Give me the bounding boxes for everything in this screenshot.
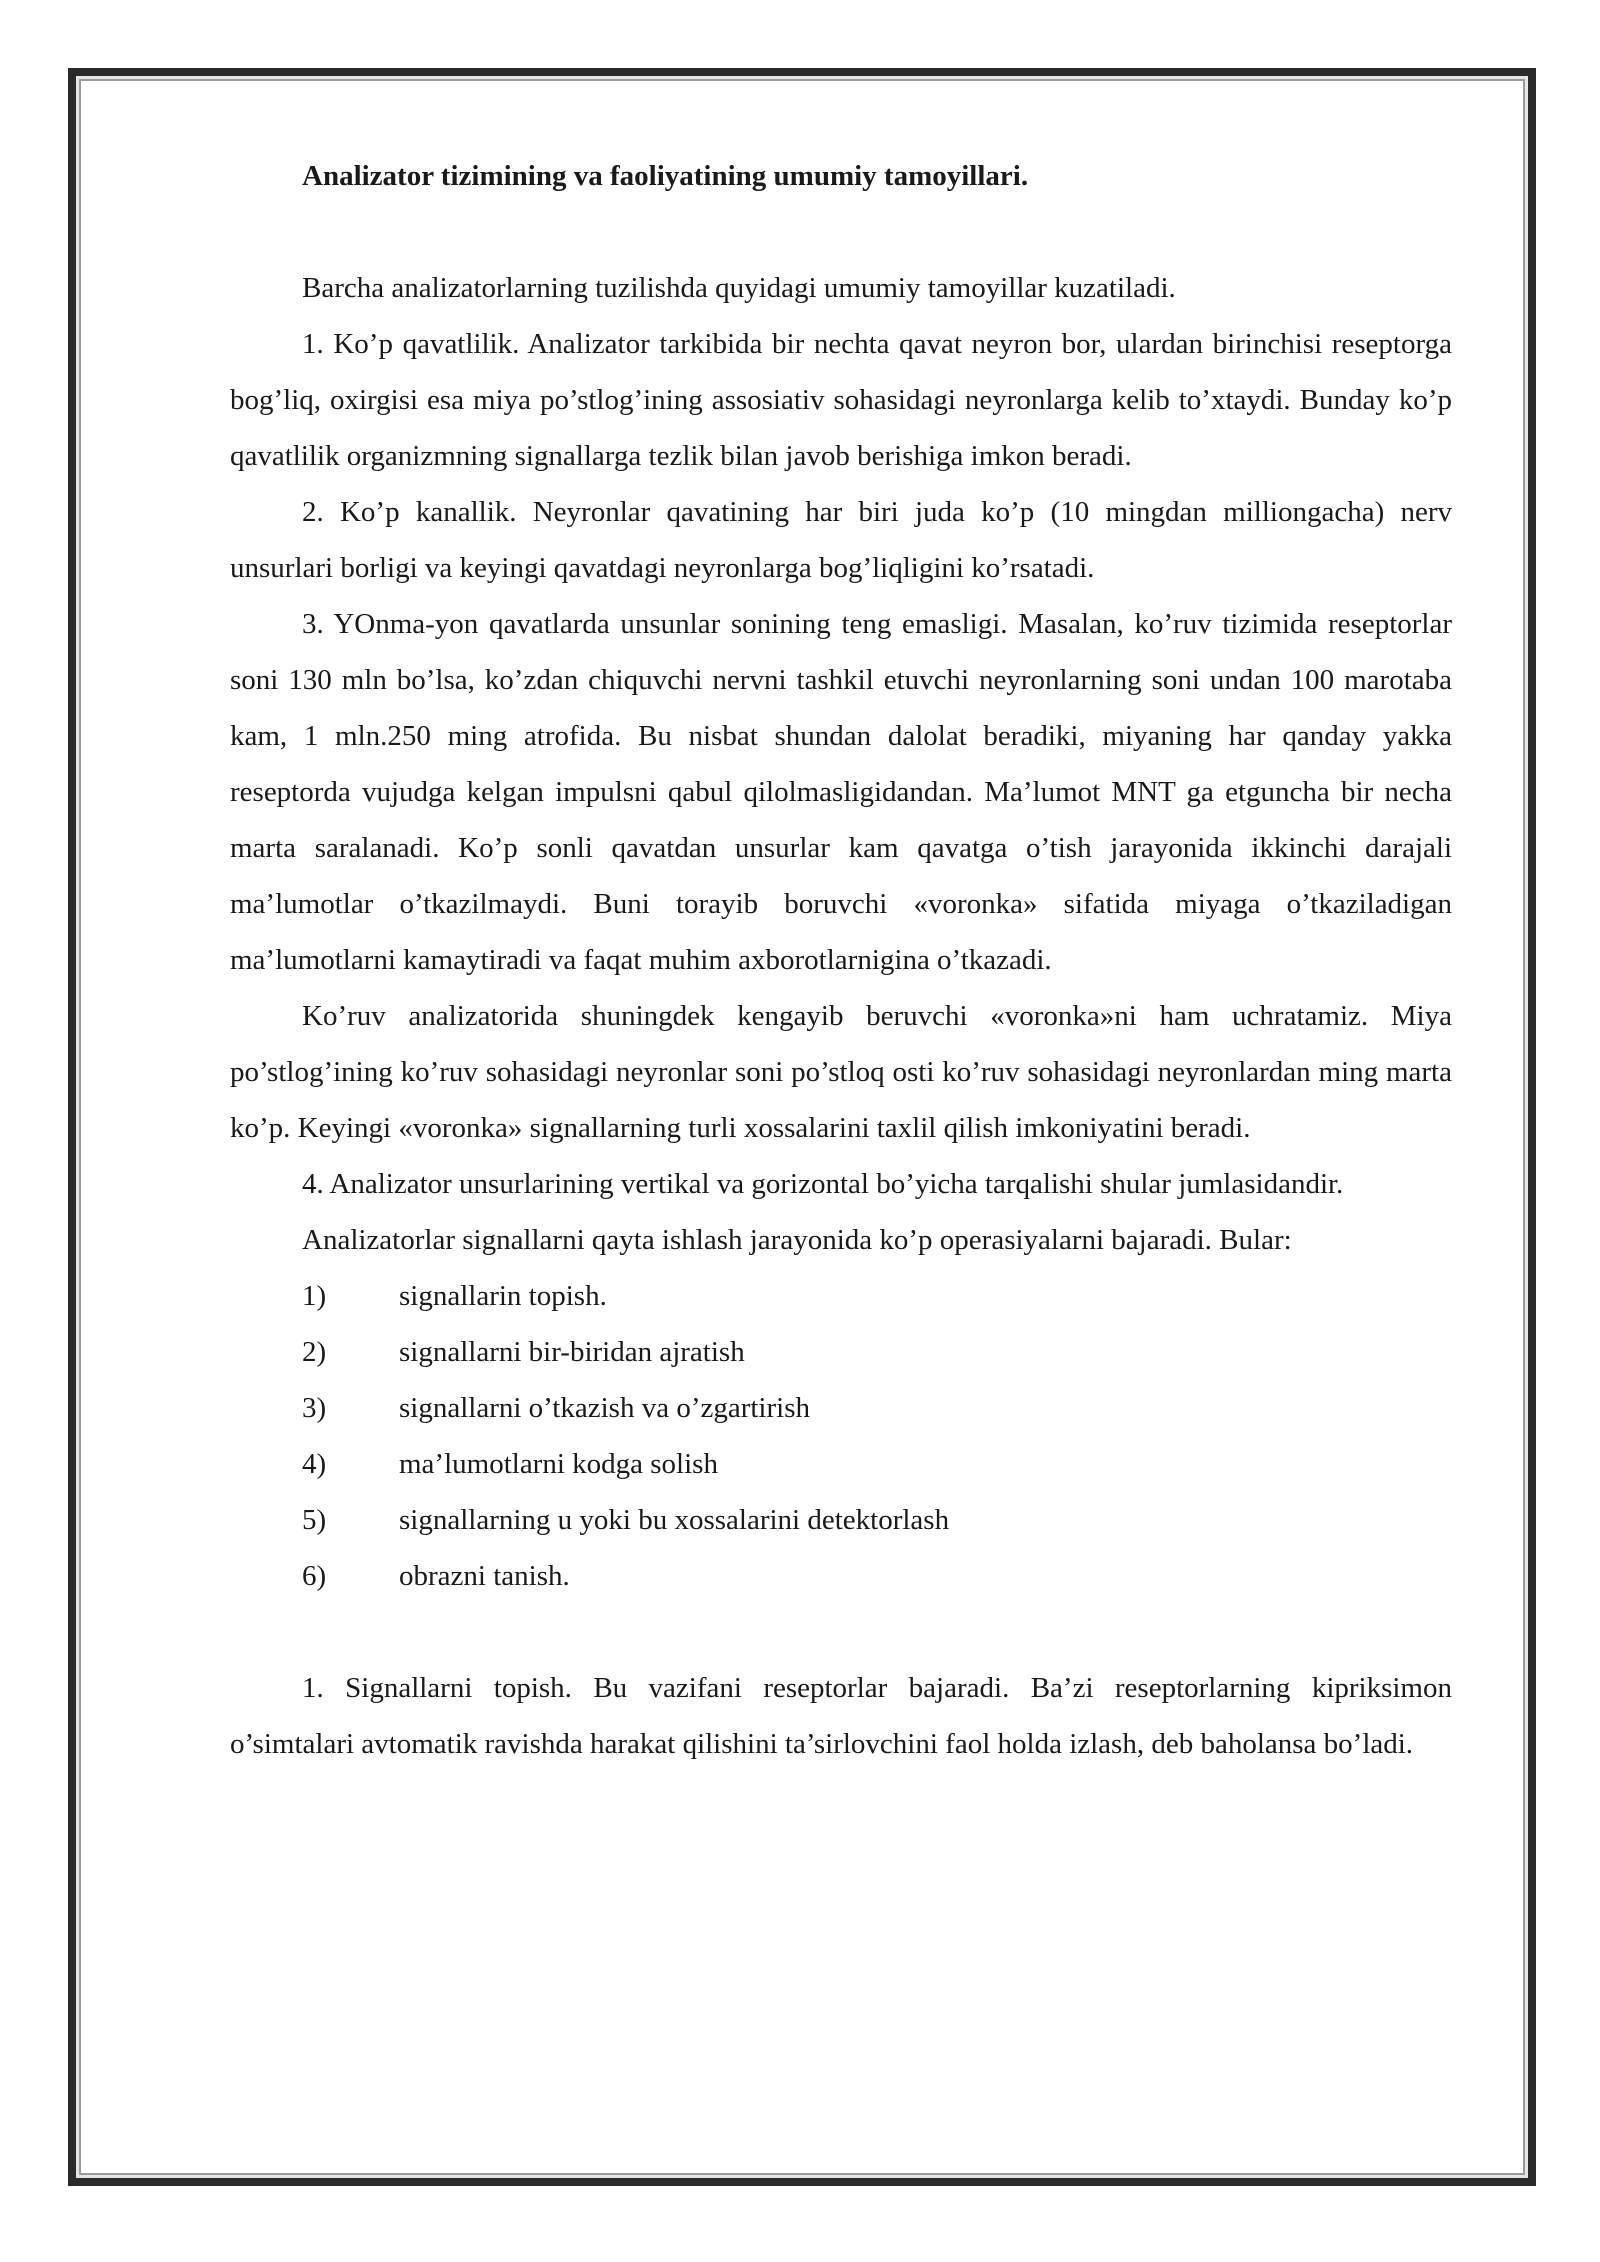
list-item [230, 1324, 1452, 1380]
operations-list [230, 1268, 1452, 1604]
list-item-number: 1) [302, 1280, 327, 1312]
paragraph-unequal-layers: 3. YOnma-yon qavatlarda unsunlar sonining teng emasligi. Masalan, ko’ruv tizimida reseptorlar soni 130 mln bo’lsa, ko’zdan chiquvchi nervni tashkil etuvchi neyronlarning soni undan 100 marotaba kam, 1 mln.250 ming atrofida. Bu nisbat shundan dalolat beradiki, miyaning har qanday yakka reseptorda vujudga kelgan impulsni qabul qilolmasligidandan. Ma’lumot MNT ga etguncha bir necha marta saralanadi. Ko’p sonli qavatdan unsurlar kam qavatga o’tish jarayonida ikkinchi darajali ma’lumotlar o’tkazilmaydi. Buni torayib boruvchi «voronka» sifatida miyaga o’tkaziladigan ma’lumotlarni kamaytiradi va faqat muhim axborotlarnigina o’tkazadi. [230, 608, 1452, 976]
list-item-number: 5) [302, 1504, 327, 1536]
list-item [230, 1380, 1452, 1436]
list-item-number: 2) [302, 1336, 327, 1368]
list-item-number: 6) [302, 1560, 327, 1592]
paragraph-multichannel: 2. Ko’p kanallik. Neyronlar qavatining har biri juda ko’p (10 mingdan milliongacha) nerv unsurlari borligi va keyingi qavatdagi neyronlarga bog’liqligini ko’rsatadi. [230, 496, 1452, 584]
paragraph-multilayer: 1. Ko’p qavatlilik. Analizator tarkibida bir nechta qavat neyron bor, ulardan birinchisi reseptorga bog’liq, oxirgisi esa miya po’stlog’ining assosiativ sohasidagi neyronlarga kelib to’xtaydi. Bunday ko’p qavatlilik organizmning signallarga tezlik bilan javob berishiga imkon beradi. [230, 328, 1452, 472]
list-item-text: obrazni tanish. [399, 1560, 570, 1592]
list-item [230, 1492, 1452, 1548]
intro-paragraph: Barcha analizatorlarning tuzilishda quyidagi umumiy tamoyillar kuzatiladi. [302, 272, 1176, 304]
list-item [230, 1436, 1452, 1492]
list-item [230, 1548, 1452, 1604]
list-item-number: 3) [302, 1392, 327, 1424]
list-item-text: ma’lumotlarni kodga solish [399, 1448, 718, 1480]
list-item-number: 4) [302, 1448, 327, 1480]
list-item-text: signallarni bir-biridan ajratish [399, 1336, 745, 1368]
paragraph-expanding-funnel: Ko’ruv analizatorida shuningdek kengayib beruvchi «voronka»ni ham uchratamiz. Miya po’stlog’ining ko’ruv sohasidagi neyronlar soni po’stloq osti ko’ruv sohasidagi neyronlardan ming marta ko’p. Keyingi «voronka» signallarning turli xossalarini taxlil qilish imkoniyatini beradi. [230, 1000, 1452, 1144]
paragraph-vertical-horizontal: 4. Analizator unsurlarining vertikal va gorizontal bo’yicha tarqalishi shular jumlasidandir. [302, 1168, 1344, 1200]
paragraph-spacer [230, 1604, 1452, 1660]
list-item-text: signallarni o’tkazish va o’zgartirish [399, 1392, 810, 1424]
paragraph-signal-detection: 1. Signallarni topish. Bu vazifani reseptorlar bajaradi. Ba’zi reseptorlarning kipriksimon o’simtalari avtomatik ravishda harakat qilishini ta’sirlovchini faol holda izlash, deb baholansa bo’ladi. [230, 1672, 1452, 1760]
document-body [230, 148, 1452, 1772]
list-item [230, 1268, 1452, 1324]
list-item-text: signallarin topish. [399, 1280, 607, 1312]
paragraph-operations-intro: Analizatorlar signallarni qayta ishlash jarayonida ko’p operasiyalarni bajaradi. Bular: [302, 1224, 1292, 1256]
list-item-text: signallarning u yoki bu xossalarini detektorlash [399, 1504, 950, 1536]
document-title: Analizator tizimining va faoliyatining umumiy tamoyillari. [302, 160, 1029, 192]
